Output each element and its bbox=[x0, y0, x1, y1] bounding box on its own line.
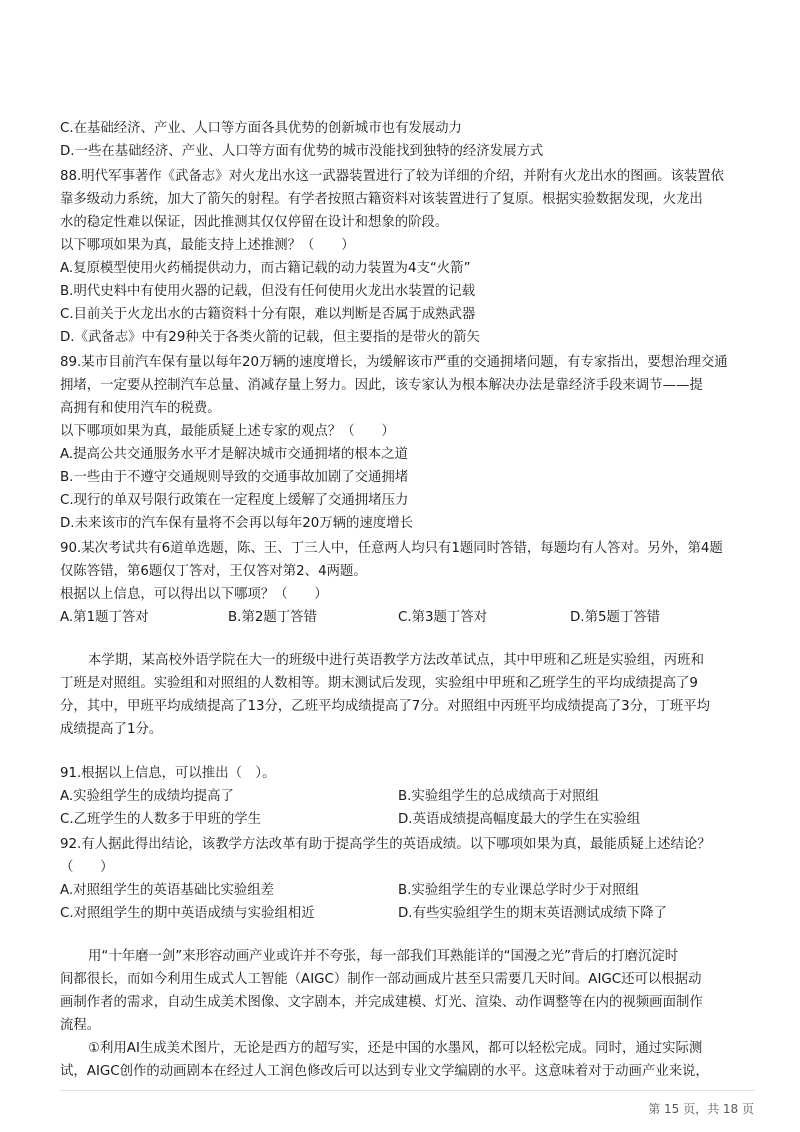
q91-option-d: D.英语成绩提高幅度最大的学生在实验组 bbox=[398, 812, 641, 827]
q88-option-a: A.复原模型使用火药桶提供动力，而古籍记载的动力装置为4支“火箭” bbox=[60, 261, 471, 276]
passage1-line-3: 分，其中，甲班平均成绩提高了13分，乙班平均成绩提高了7分。对照组中丙班平均成绩提高了3分，丁班平均 bbox=[60, 699, 711, 714]
q88-stem-line-3: 水的稳定性难以保证，因此推测其仅仅停留在设计和想象的阶段。 bbox=[60, 215, 449, 230]
q88-stem-line-1: 88.明代军事著作《武备志》对火龙出水这一武器装置进行了较为详细的介绍，并附有火龙出水的图画。该装置依 bbox=[60, 169, 725, 184]
q88-option-b: B.明代史料中有使用火器的记载，但没有任何使用火龙出水装置的记载 bbox=[60, 284, 476, 299]
q87-option-c: C.在基础经济、产业、人口等方面各具优势的创新城市也有发展动力 bbox=[60, 121, 462, 136]
q88-option-c: C.目前关于火龙出水的古籍资料十分有限，难以判断是否属于成熟武器 bbox=[60, 307, 476, 322]
q90-option-a: A.第1题丁答对 bbox=[60, 610, 149, 625]
q91-stem: 91.根据以上信息，可以推出（ ）。 bbox=[60, 766, 276, 781]
q88-option-d: D.《武备志》中有29种关于各类火箭的记载，但主要指的是带火的箭矢 bbox=[60, 330, 480, 345]
q90-question: 根据以上信息，可以得出以下哪项？（ ） bbox=[60, 587, 328, 602]
q88-question: 以下哪项如果为真，最能支持上述推测？（ ） bbox=[60, 238, 355, 253]
q88-stem-line-2: 靠多级动力系统，加大了箭矢的射程。有学者按照古籍资料对该装置进行了复原。根据实验数据发现，火龙出 bbox=[60, 192, 703, 207]
passage2-line-6: 试，AIGC创作的动画剧本在经过人工润色修改后可以达到专业文学编剧的水平。这意味着对于动画产业来说， bbox=[60, 1064, 709, 1079]
q90-stem-line-2: 仅陈答错，第6题仅丁答对，王仅答对第2、4两题。 bbox=[60, 564, 367, 579]
q89-option-d: D.未来该市的汽车保有量将不会再以每年20万辆的速度增长 bbox=[60, 516, 413, 531]
q91-option-b: B.实验组学生的总成绩高于对照组 bbox=[398, 789, 599, 804]
q90-option-b: B.第2题丁答错 bbox=[228, 610, 317, 625]
passage2-line-4: 流程。 bbox=[60, 1018, 101, 1033]
page-number: 第 15 页，共 18 页 bbox=[648, 1102, 754, 1116]
q89-option-c: C.现行的单双号限行政策在一定程度上缓解了交通拥堵压力 bbox=[60, 493, 409, 508]
passage2-line-1: 用“十年磨一剑”来形容动画产业或许并不夸张，每一部我们耳熟能详的“国漫之光”背后的打磨沉淀时 bbox=[88, 949, 679, 964]
q89-option-b: B.一些由于不遵守交通规则导致的交通事故加剧了交通拥堵 bbox=[60, 470, 409, 485]
q92-option-d: D.有些实验组学生的期末英语测试成绩下降了 bbox=[398, 906, 667, 921]
q92-option-c: C.对照组学生的期中英语成绩与实验组相近 bbox=[60, 906, 315, 921]
passage2-line-5: ①利用AI生成美术图片，无论是西方的超写实，还是中国的水墨风，都可以轻松完成。同时，通过实际测 bbox=[88, 1041, 703, 1056]
q89-stem-line-2: 拥堵，一定要从控制汽车总量、消减存量上努力。因此，该专家认为根本解决办法是靠经济手段来调节——提 bbox=[60, 378, 703, 393]
q90-option-c: C.第3题丁答对 bbox=[398, 610, 488, 625]
passage2-line-2: 间都很长，而如今利用生成式人工智能（AIGC）制作一部动画成片甚至只需要几天时间。AIGC还可以根据动 bbox=[60, 972, 702, 987]
passage1-line-4: 成绩提高了1分。 bbox=[60, 722, 163, 737]
q92-stem-line-2: （ ） bbox=[60, 860, 114, 875]
q89-stem-line-1: 89.某市目前汽车保有量以每年20万辆的速度增长，为缓解该市严重的交通拥堵问题，有专家指出，要想治理交通 bbox=[60, 355, 728, 370]
q92-option-a: A.对照组学生的英语基础比实验组差 bbox=[60, 883, 275, 898]
q89-stem-line-3: 高拥有和使用汽车的税费。 bbox=[60, 401, 221, 416]
q89-question: 以下哪项如果为真，最能质疑上述专家的观点？（ ） bbox=[60, 424, 395, 439]
q92-stem-line-1: 92.有人据此得出结论，该教学方法改革有助于提高学生的英语成绩。以下哪项如果为真，最能质疑上述结论？ bbox=[60, 837, 711, 852]
passage1-line-2: 丁班是对照组。实验组和对照组的人数相等。期末测试后发现，实验组中甲班和乙班学生的平均成绩提高了9 bbox=[60, 676, 698, 691]
passage2-line-3: 画制作者的需求，自动生成美术图像、文字剧本，并完成建模、灯光、渲染、动作调整等在内的视频画面制作 bbox=[60, 995, 703, 1010]
q89-option-a: A.提高公共交通服务水平才是解决城市交通拥堵的根本之道 bbox=[60, 447, 408, 462]
q91-option-a: A.实验组学生的成绩均提高了 bbox=[60, 789, 234, 804]
q91-option-c: C.乙班学生的人数多于甲班的学生 bbox=[60, 812, 262, 827]
q92-option-b: B.实验组学生的专业课总学时少于对照组 bbox=[398, 883, 640, 898]
q90-option-d: D.第5题丁答错 bbox=[570, 610, 661, 625]
passage1-line-1: 本学期，某高校外语学院在大一的班级中进行英语教学方法改革试点，其中甲班和乙班是实验组，丙班和 bbox=[88, 653, 704, 668]
q87-option-d: D.一些在基础经济、产业、人口等方面有优势的城市没能找到独特的经济发展方式 bbox=[60, 144, 544, 159]
footer-divider bbox=[60, 1090, 755, 1091]
q90-stem-line-1: 90.某次考试共有6道单选题，陈、王、丁三人中，任意两人均只有1题同时答错，每题均有人答对。另外，第4题 bbox=[60, 541, 723, 556]
